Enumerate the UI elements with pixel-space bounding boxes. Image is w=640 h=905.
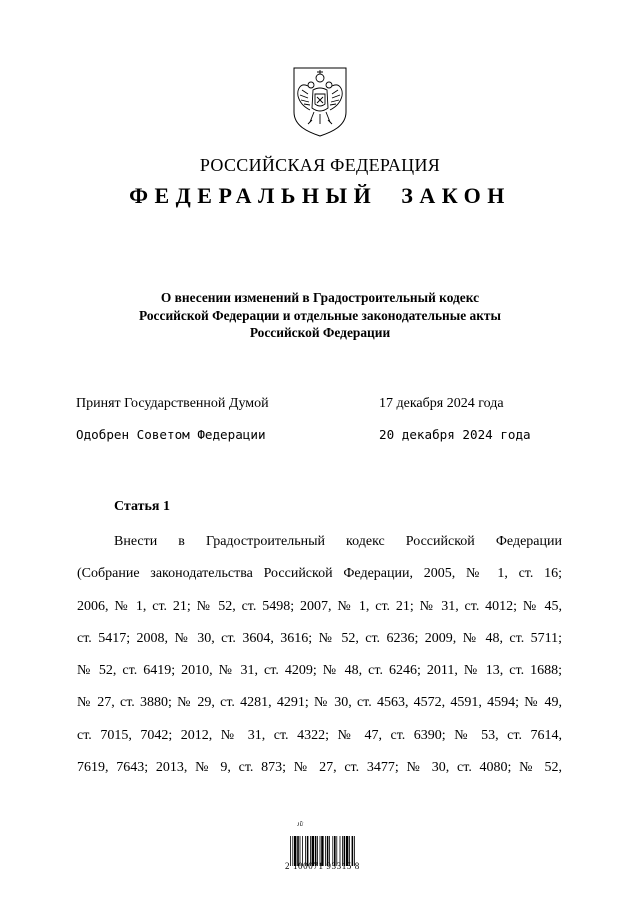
coat-of-arms-icon xyxy=(288,64,352,138)
article-body xyxy=(77,532,562,790)
article-line: 2006, № 1, ст. 21; № 52, ст. 5498; 2007, № 1, ст. 21; № 31, ст. 4012; № 45, xyxy=(77,598,562,614)
council-approval-label: Одобрен Советом Федерации xyxy=(76,427,266,442)
article-title: Статья 1 xyxy=(114,499,170,514)
document-type-heading xyxy=(0,183,640,209)
document-type-word-2: ЗАКОН xyxy=(401,183,511,208)
document-type-word-1: ФЕДЕРАЛЬНЫЙ xyxy=(129,183,378,208)
article-line: № 27, ст. 3880; № 29, ст. 4281, 4291; № 30, ст. 4563, 4572, 4591, 4594; № 49, xyxy=(77,695,562,711)
article-line: № 52, ст. 6419; 2010, № 31, ст. 4209; № 48, ст. 6246; 2011, № 13, ст. 1688; xyxy=(77,663,562,679)
article-line: Внести в Градостроительный кодекс Российской Федерации xyxy=(114,534,562,549)
barcode-number: 2 100071 93315 8 xyxy=(285,861,360,871)
article-line: 7619, 7643; 2013, № 9, ст. 873; № 27, ст. 3477; № 30, ст. 4080; № 52, xyxy=(77,760,562,776)
article-line: (Собрание законодательства Российской Федерации, 2005, № 1, ст. 16; xyxy=(77,566,562,582)
subject-line: Российской Федерации xyxy=(249,325,391,340)
duma-adoption-date: 17 декабря 2024 года xyxy=(379,396,504,411)
article-line: ст. 5417; 2008, № 30, ст. 3604, 3616; № 52, ст. 6236; 2009, № 48, ст. 5711; xyxy=(77,630,562,646)
council-approval-date: 20 декабря 2024 года xyxy=(379,427,531,442)
subject-line: Российской Федерации и отдельные законодательные акты xyxy=(139,307,501,323)
law-subject-title xyxy=(100,289,540,342)
duma-adoption-label: Принят Государственной Думой xyxy=(76,396,269,411)
country-name: РОССИЙСКАЯ ФЕДЕРАЦИЯ xyxy=(199,155,441,175)
handwritten-mark: ᴊ̃ᴜ xyxy=(297,820,304,828)
article-line: ст. 7015, 7042; 2012, № 31, ст. 4322; № 47, ст. 6390; № 53, ст. 7614, xyxy=(77,727,562,743)
subject-line: О внесении изменений в Градостроительный кодекс xyxy=(160,290,480,305)
